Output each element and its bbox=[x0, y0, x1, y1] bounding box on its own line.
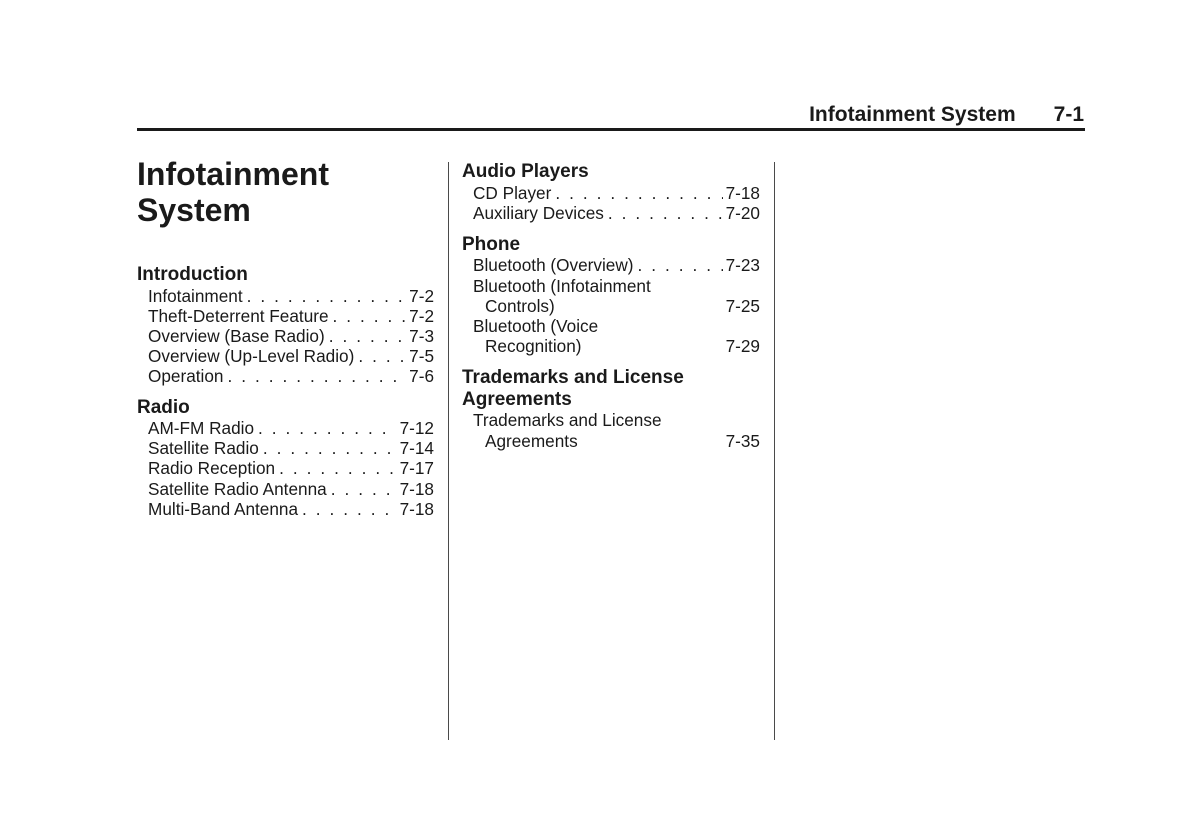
entry-label: Bluetooth (Infotainment bbox=[473, 275, 651, 296]
column-divider bbox=[774, 162, 775, 740]
dot-leader bbox=[555, 296, 723, 316]
entry-label: Infotainment bbox=[148, 285, 243, 306]
entry-page: 7-23 bbox=[725, 255, 760, 276]
entry-page: 7-18 bbox=[725, 182, 760, 203]
toc-entry[interactable] bbox=[137, 418, 434, 438]
dot-leader bbox=[223, 366, 406, 386]
toc-section-trademarks bbox=[462, 367, 760, 450]
toc-entry[interactable] bbox=[462, 183, 760, 203]
entry-label: Radio Reception bbox=[148, 458, 276, 479]
toc-entry[interactable] bbox=[462, 255, 760, 275]
toc-entry[interactable] bbox=[137, 326, 434, 346]
entry-label: Operation bbox=[148, 366, 224, 387]
entry-label: Overview (Up-Level Radio) bbox=[148, 346, 355, 367]
entry-continuation bbox=[473, 431, 760, 451]
entry-page: 7-2 bbox=[409, 285, 434, 306]
running-header-title: Infotainment System bbox=[809, 103, 1016, 126]
entry-page: 7-6 bbox=[409, 366, 434, 387]
section-heading: Introduction bbox=[137, 264, 248, 285]
dot-leader bbox=[354, 346, 406, 366]
entry-page: 7-3 bbox=[409, 325, 434, 346]
entry-label: Bluetooth (Voice bbox=[473, 316, 599, 337]
entry-continuation bbox=[473, 296, 760, 316]
toc-column-1 bbox=[137, 264, 434, 519]
dot-leader bbox=[582, 336, 723, 356]
toc-entry[interactable] bbox=[137, 458, 434, 478]
dot-leader bbox=[551, 183, 722, 203]
entry-page: 7-20 bbox=[725, 202, 760, 223]
header-rule bbox=[137, 128, 1085, 131]
entry-label: AM-FM Radio bbox=[148, 418, 255, 439]
entry-page: 7-12 bbox=[399, 418, 434, 439]
toc-section-phone bbox=[462, 234, 760, 357]
section-heading: Phone bbox=[462, 233, 521, 255]
entry-label: Multi-Band Antenna bbox=[148, 498, 299, 519]
chapter-title-line: System bbox=[137, 192, 251, 228]
dot-leader bbox=[275, 458, 397, 478]
entry-page: 7-14 bbox=[399, 438, 434, 459]
entry-page: 7-17 bbox=[399, 458, 434, 479]
entry-label: CD Player bbox=[473, 182, 552, 203]
entry-label: Overview (Base Radio) bbox=[148, 325, 325, 346]
dot-leader bbox=[298, 499, 397, 519]
toc-entry[interactable] bbox=[137, 479, 434, 499]
dot-leader bbox=[325, 326, 406, 346]
toc-section-introduction bbox=[137, 264, 434, 387]
toc-entry[interactable] bbox=[137, 366, 434, 386]
toc-entry[interactable] bbox=[462, 316, 760, 356]
entry-page: 7-5 bbox=[409, 346, 434, 367]
entry-continuation bbox=[473, 336, 760, 356]
toc-entry[interactable] bbox=[462, 410, 760, 450]
toc-entry[interactable] bbox=[137, 306, 434, 326]
entry-page: 7-29 bbox=[725, 336, 760, 357]
section-heading: Radio bbox=[137, 396, 190, 418]
entry-page: 7-35 bbox=[725, 430, 760, 451]
dot-leader bbox=[327, 479, 397, 499]
dot-leader bbox=[633, 255, 722, 275]
entry-label: Theft-Deterrent Feature bbox=[148, 305, 329, 326]
dot-leader bbox=[604, 203, 723, 223]
dot-leader bbox=[259, 438, 397, 458]
toc-entry[interactable] bbox=[137, 438, 434, 458]
toc-entry[interactable] bbox=[462, 276, 760, 316]
entry-label: Recognition) bbox=[485, 336, 582, 357]
toc-entry[interactable] bbox=[462, 203, 760, 223]
dot-leader bbox=[254, 418, 397, 438]
toc-column-2 bbox=[462, 161, 760, 451]
chapter-title bbox=[137, 156, 437, 228]
section-heading: Agreements bbox=[462, 388, 572, 410]
toc-entry[interactable] bbox=[137, 346, 434, 366]
entry-page: 7-2 bbox=[409, 305, 434, 326]
chapter-title-line: Infotainment bbox=[137, 156, 329, 192]
toc-entry[interactable] bbox=[137, 499, 434, 519]
running-header bbox=[809, 101, 1084, 129]
toc-entry[interactable] bbox=[137, 286, 434, 306]
entry-label: Satellite Radio bbox=[148, 438, 259, 459]
entry-label: Trademarks and License bbox=[473, 410, 662, 431]
toc-section-audio-players bbox=[462, 161, 760, 223]
dot-leader bbox=[578, 431, 723, 451]
section-heading: Trademarks and License bbox=[462, 367, 684, 389]
page-number: 7-1 bbox=[1053, 103, 1084, 126]
entry-label: Bluetooth (Overview) bbox=[473, 255, 634, 276]
entry-page: 7-18 bbox=[399, 498, 434, 519]
toc-section-radio bbox=[137, 397, 434, 520]
section-heading: Audio Players bbox=[462, 161, 589, 182]
column-divider bbox=[448, 162, 449, 740]
entry-label: Satellite Radio Antenna bbox=[148, 478, 327, 499]
dot-leader bbox=[329, 306, 407, 326]
entry-page: 7-18 bbox=[399, 478, 434, 499]
entry-label: Controls) bbox=[485, 295, 555, 316]
entry-label: Agreements bbox=[485, 430, 578, 451]
entry-label: Auxiliary Devices bbox=[473, 202, 604, 223]
entry-page: 7-25 bbox=[725, 295, 760, 316]
dot-leader bbox=[243, 286, 407, 306]
